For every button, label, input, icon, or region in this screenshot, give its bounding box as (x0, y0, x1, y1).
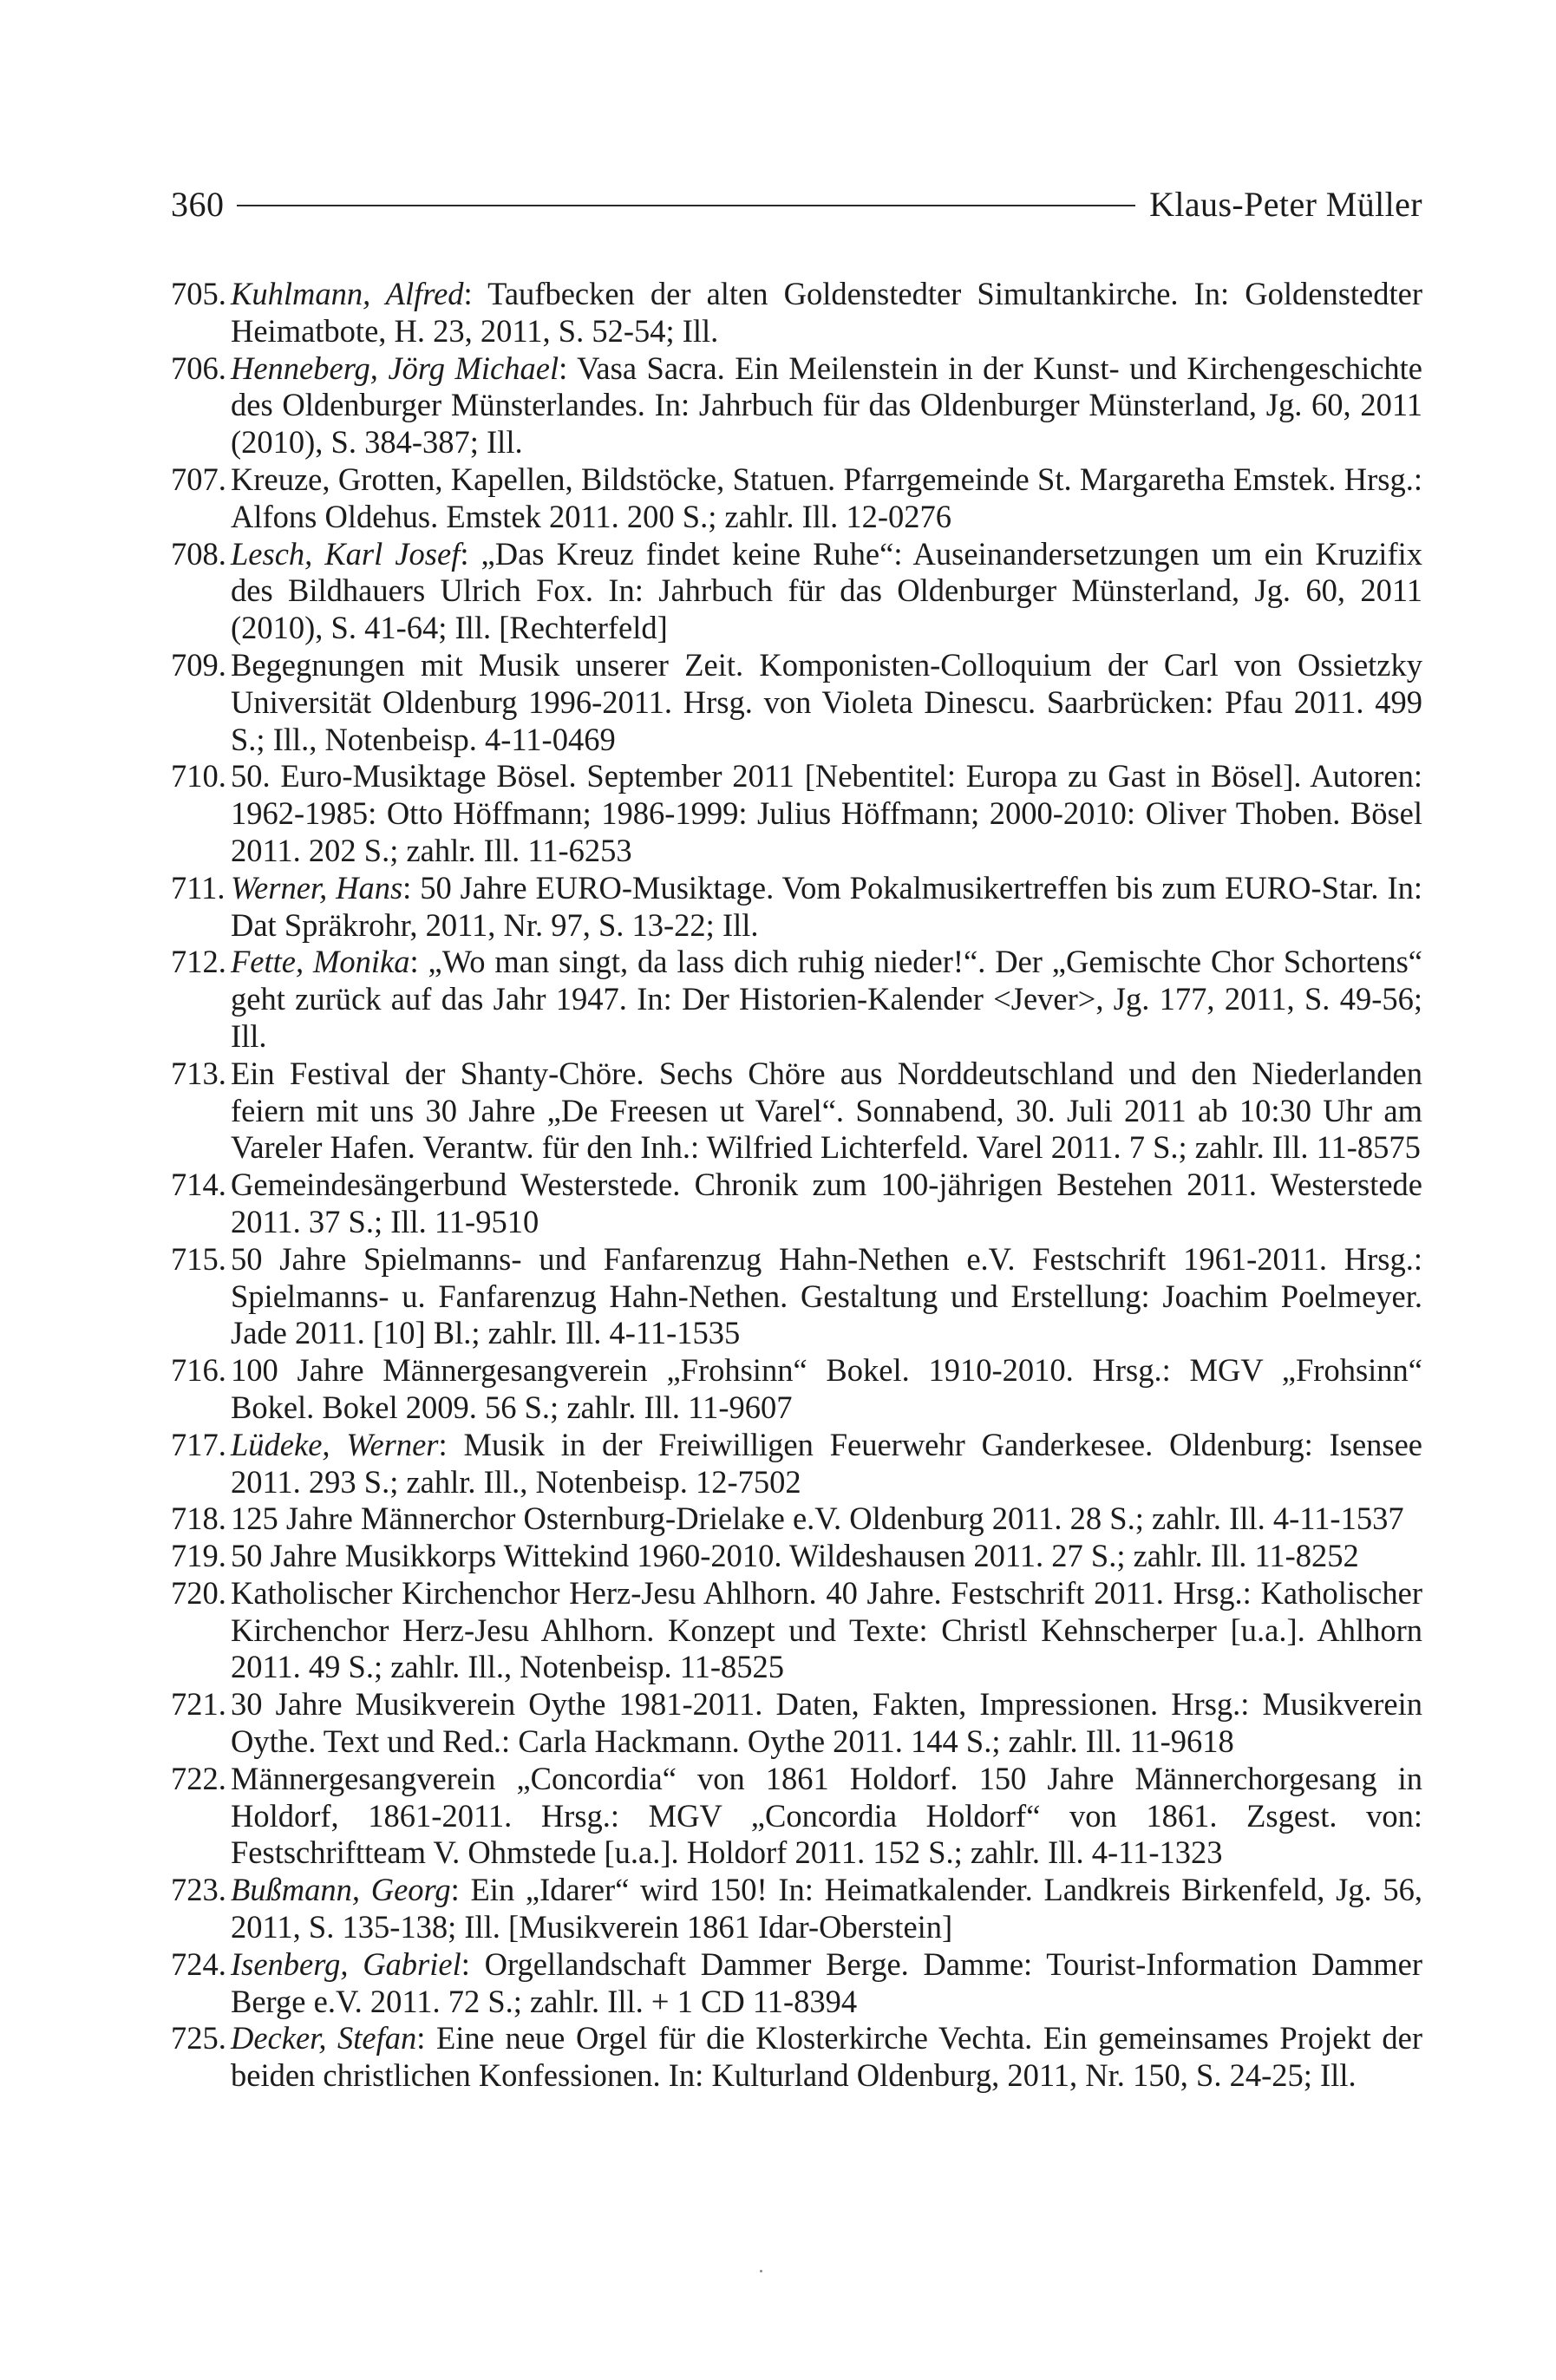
entry-number: 724. (171, 1945, 226, 1982)
entry-text (231, 461, 1422, 536)
header-author: Klaus-Peter Müller (1149, 184, 1422, 224)
entry-body: : „Wo man singt, da lass dich ruhig nieder!“. Der „Gemischte Chor Schortens“ geht zurück auf das Jahr 1947. In: Der Historien-Kalender <Jever>, Jg. 177, 2011, S. 49-56; Ill. (231, 944, 1422, 1054)
entry-text (231, 1761, 1422, 1872)
entry-number: 708. (171, 535, 226, 572)
bibliography-entry (171, 1352, 1422, 1427)
bibliography-entry (171, 1872, 1422, 1946)
entry-text (231, 1872, 1422, 1946)
bibliography-entry (171, 1056, 1422, 1167)
entry-author: Isenberg, Gabriel (231, 1945, 461, 1982)
entry-author: Lüdeke, Werner (231, 1426, 439, 1462)
entry-body: : Taufbecken der alten Goldenstedter Simultankirche. In: Goldenstedter Heimatbote, H. 23, 2011, S. 52-54; Ill. (231, 276, 1422, 349)
entry-text (231, 1575, 1422, 1686)
bibliography-entry (171, 870, 1422, 945)
entry-body: Katholischer Kirchenchor Herz-Jesu Ahlhorn. 40 Jahre. Festschrift 2011. Hrsg.: Katholischer Kirchenchor Herz-Jesu Ahlhorn. Konzept und Texte: Christl Kehnscherper [u.a.]. Ahlhorn 2011. 49 S.; zahlr. Ill., Notenbeisp. 11-8525 (231, 1574, 1422, 1685)
running-header (171, 178, 1422, 230)
bibliography-entry (171, 1946, 1422, 2021)
entry-body: Gemeindesängerbund Westerstede. Chronik zum 100-jährigen Bestehen 2011. Westerstede 2011. 37 S.; Ill. 11-9510 (231, 1167, 1422, 1239)
bibliography-entry (171, 1427, 1422, 1501)
entry-body: : 50 Jahre EURO-Musiktage. Vom Pokalmusikertreffen bis zum EURO-Star. In: Dat Spräkrohr, 2011, Nr. 97, S. 13-22; Ill. (231, 869, 1422, 943)
entry-text (231, 647, 1422, 758)
entry-text (231, 276, 1422, 350)
entry-body: : Ein „Idarer“ wird 150! In: Heimatkalender. Landkreis Birkenfeld, Jg. 56, 2011, S. 135-138; Ill. [Musikverein 1861 Idar-Oberstein] (231, 1872, 1422, 1945)
entry-body: : Orgellandschaft Dammer Berge. Damme: Tourist-Information Dammer Berge e.V. 2011. 72 S.; zahlr. Ill. + 1 CD 11-8394 (231, 1945, 1423, 2019)
entry-number: 710. (171, 758, 226, 794)
entry-number: 717. (171, 1426, 226, 1462)
entry-body: : Eine neue Orgel für die Klosterkirche Vechta. Ein gemeinsames Projekt der beiden christlichen Konfessionen. In: Kulturland Oldenburg, 2011, Nr. 150, S. 24-25; Ill. (231, 2020, 1422, 2094)
bibliography-entry (171, 1501, 1422, 1538)
bibliography-entry (171, 2020, 1422, 2095)
entry-text (231, 944, 1422, 1055)
entry-number: 718. (171, 1501, 226, 1537)
bibliography-entry (171, 1241, 1422, 1352)
bibliography-entry (171, 1761, 1422, 1872)
bibliography-entry (171, 1575, 1422, 1686)
entry-number: 725. (171, 2020, 226, 2056)
entry-body: 50. Euro-Musiktage Bösel. September 2011 [Nebentitel: Europa zu Gast in Bösel]. Autoren: 1962-1985: Otto Höffmann; 1986-1999: Julius Höffmann; 2000-2010: Oliver Thoben. Bösel 2011. 202 S.; zahlr. Ill. 11-6253 (231, 758, 1422, 868)
entry-author: Werner, Hans (231, 869, 403, 906)
scan-speck (760, 2270, 762, 2272)
entry-text (231, 1946, 1422, 2021)
entry-number: 716. (171, 1352, 226, 1389)
entry-text (231, 1352, 1422, 1427)
bibliography-entry (171, 1686, 1422, 1761)
bibliography-entry (171, 1167, 1422, 1241)
entry-body: Kreuze, Grotten, Kapellen, Bildstöcke, Statuen. Pfarrgemeinde St. Margaretha Emstek. Hrsg.: Alfons Oldehus. Emstek 2011. 200 S.; zahlr. Ill. 12-0276 (231, 461, 1422, 534)
page-number: 360 (171, 184, 225, 224)
entry-number: 722. (171, 1760, 226, 1796)
entry-author: Lesch, Karl Josef (231, 535, 461, 572)
bibliography-entry (171, 536, 1422, 647)
entry-text (231, 1538, 1422, 1575)
entry-body: Ein Festival der Shanty-Chöre. Sechs Chöre aus Norddeutschland und den Niederlanden feiern mit uns 30 Jahre „De Freesen ut Varel“. Sonnabend, 30. Juli 2011 ab 10:30 Uhr am Vareler Hafen. Verantw. für den Inh.: Wilfried Lichterfeld. Varel 2011. 7 S.; zahlr. Ill. 11-8575 (231, 1055, 1422, 1166)
entry-body: 50 Jahre Musikkorps Wittekind 1960-2010. Wildeshausen 2011. 27 S.; zahlr. Ill. 11-8252 (231, 1538, 1359, 1574)
entry-number: 705. (171, 276, 226, 311)
bibliography-entry (171, 758, 1422, 869)
entry-author: Kuhlmann, Alfred (231, 276, 464, 311)
entry-number: 714. (171, 1167, 226, 1203)
entry-text (231, 536, 1422, 647)
entry-body: : Musik in der Freiwilligen Feuerwehr Ganderkesee. Oldenburg: Isensee 2011. 293 S.; zahlr. Ill., Notenbeisp. 12-7502 (231, 1426, 1422, 1500)
entry-text (231, 2020, 1422, 2095)
entry-number: 720. (171, 1574, 226, 1611)
entry-number: 712. (171, 944, 226, 980)
entry-number: 709. (171, 646, 226, 683)
entry-body: Begegnungen mit Musik unserer Zeit. Komponisten-Colloquium der Carl von Ossietzky Universität Oldenburg 1996-2011. Hrsg. von Violeta Dinescu. Saarbrücken: Pfau 2011. 499 S.; Ill., Notenbeisp. 4-11-0469 (231, 646, 1422, 757)
entry-text (231, 1241, 1422, 1352)
bibliography-list (171, 276, 1422, 2095)
entry-number: 707. (171, 461, 226, 497)
entry-text (231, 1686, 1422, 1761)
bibliography-entry (171, 350, 1422, 461)
entry-text (231, 1056, 1422, 1167)
entry-number: 721. (171, 1686, 226, 1723)
entry-body: : „Das Kreuz findet keine Ruhe“: Auseinandersetzungen um ein Kruzifix des Bildhauers Ulrich Fox. In: Jahrbuch für das Oldenburger Münsterland, Jg. 60, 2011 (2010), S. 41-64; Ill. [Rechterfeld] (231, 535, 1422, 646)
entry-number: 706. (171, 350, 226, 386)
entry-text (231, 1501, 1422, 1538)
entry-author: Decker, Stefan (231, 2020, 417, 2056)
entry-author: Bußmann, Georg (231, 1872, 451, 1908)
bibliography-entry (171, 944, 1422, 1055)
entry-author: Henneberg, Jörg Michael (231, 350, 559, 386)
entry-number: 723. (171, 1872, 226, 1908)
entry-body: 100 Jahre Männergesangverein „Frohsinn“ Bokel. 1910-2010. Hrsg.: MGV „Frohsinn“ Bokel. Bokel 2009. 56 S.; zahlr. Ill. 11-9607 (231, 1352, 1422, 1425)
entry-number: 715. (171, 1240, 226, 1277)
entry-author: Fette, Monika (231, 944, 410, 980)
bibliography-entry (171, 276, 1422, 350)
entry-number: 711. (171, 869, 226, 906)
entry-text (231, 350, 1422, 461)
entry-text (231, 1427, 1422, 1501)
entry-number: 719. (171, 1538, 226, 1574)
bibliography-entry (171, 1538, 1422, 1575)
entry-body: 30 Jahre Musikverein Oythe 1981-2011. Daten, Fakten, Impressionen. Hrsg.: Musikverein Oythe. Text und Red.: Carla Hackmann. Oythe 2011. 144 S.; zahlr. Ill. 11-9618 (231, 1686, 1422, 1760)
entry-body: : Vasa Sacra. Ein Meilenstein in der Kunst- und Kirchengeschichte des Oldenburger Münsterlandes. In: Jahrbuch für das Oldenburger Münsterland, Jg. 60, 2011 (2010), S. 384-387; Ill. (231, 350, 1423, 461)
entry-text (231, 1167, 1422, 1241)
header-rule (237, 205, 1136, 206)
entry-text (231, 870, 1422, 945)
entry-body: Männergesangverein „Concordia“ von 1861 Holdorf. 150 Jahre Männerchorgesang in Holdorf, 1861-2011. Hrsg.: MGV „Concordia Holdorf“ von 1861. Zsgest. von: Festschriftteam V. Ohmstede [u.a.]. Holdorf 2011. 152 S.; zahlr. Ill. 4-11-1323 (231, 1760, 1422, 1871)
entry-body: 125 Jahre Männerchor Osternburg-Drielake e.V. Oldenburg 2011. 28 S.; zahlr. Ill. 4-11-1537 (231, 1501, 1404, 1537)
bibliography-entry (171, 647, 1422, 758)
bibliography-entry (171, 461, 1422, 536)
entry-body: 50 Jahre Spielmanns- und Fanfarenzug Hahn-Nethen e.V. Festschrift 1961-2011. Hrsg.: Spielmanns- u. Fanfarenzug Hahn-Nethen. Gestaltung und Erstellung: Joachim Poelmeyer. Jade 2011. [10] Bl.; zahlr. Ill. 4-11-1535 (231, 1240, 1422, 1351)
entry-number: 713. (171, 1055, 226, 1091)
entry-text (231, 758, 1422, 869)
